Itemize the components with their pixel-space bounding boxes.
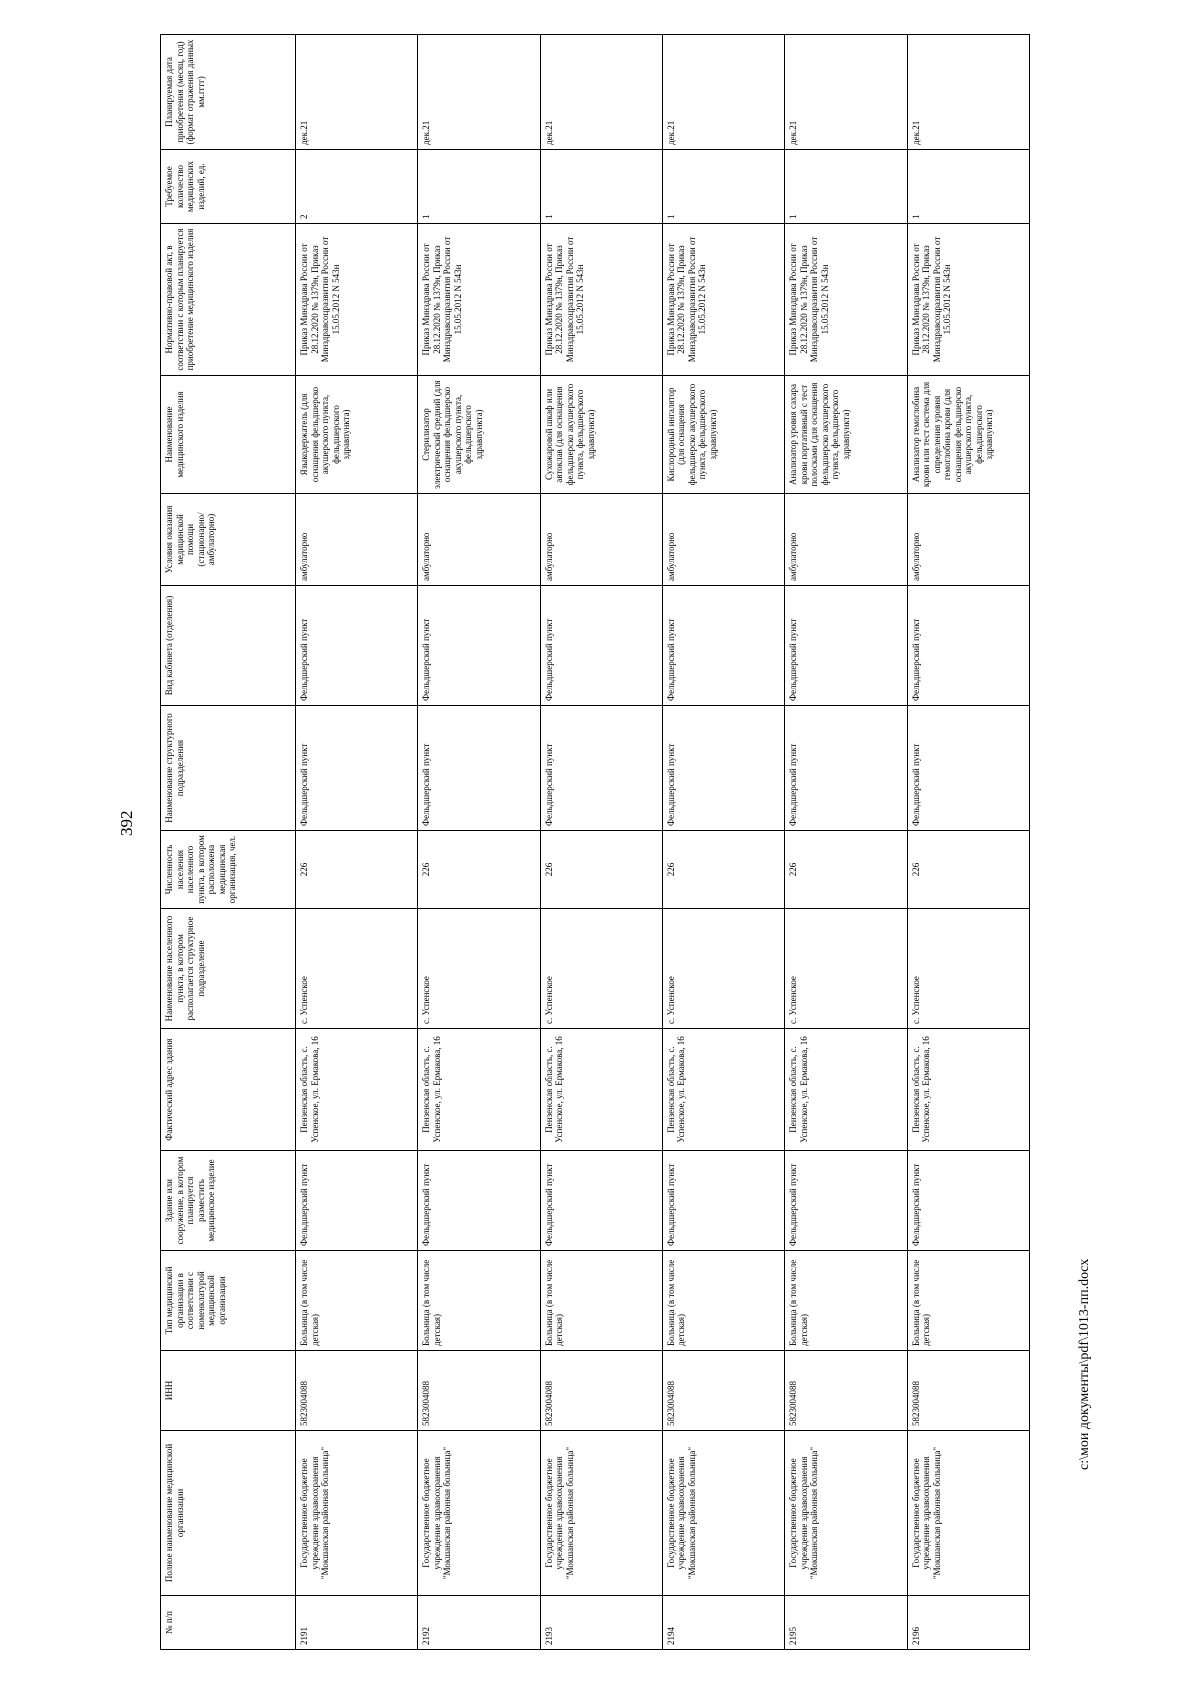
cell-org: Государственное бюджетное учреждение здравоохранения "Мокшанская районная больница": [785, 1431, 907, 1596]
cell-population: 226: [296, 831, 418, 909]
cell-type: Больница (в том числе детская): [785, 1251, 907, 1351]
table-row: [785, 35, 907, 1650]
cell-cabinet: Фельдшерский пункт: [662, 586, 784, 706]
cell-device: Языкодержатель (для оснащения фельдшерско акушерского пункта, фельдшерского здравпункта): [296, 376, 418, 494]
cell-qty: 1: [540, 150, 662, 224]
cell-qty: 1: [785, 150, 907, 224]
column-header: Вид кабинета (отделения): [161, 586, 296, 706]
cell-act: Приказ Минздрава России от 28.12.2020 № 1379н, Приказ Минздравсоцразвития России от 15.05.2012 N 543н: [662, 224, 784, 376]
column-header: ИНН: [161, 1351, 296, 1431]
cell-building: Фельдшерский пункт: [662, 1151, 784, 1251]
cell-conditions: амбулаторно: [907, 494, 1029, 586]
cell-inn: 5823004088: [785, 1351, 907, 1431]
cell-building: Фельдшерский пункт: [785, 1151, 907, 1251]
column-header: Полное наименование медицинской организации: [161, 1431, 296, 1596]
cell-address: Пензенская область, с. Успенское, ул. Ермакова, 16: [540, 1029, 662, 1151]
table-row: [296, 35, 418, 1650]
equipment-table-container: [160, 35, 1030, 1650]
cell-qty: 2: [296, 150, 418, 224]
column-header: Численность населения населенного пункта, в котором расположена медицинская организация, чел.: [161, 831, 296, 909]
cell-date: дек.21: [907, 35, 1029, 150]
cell-type: Больница (в том числе детская): [296, 1251, 418, 1351]
cell-type: Больница (в том числе детская): [662, 1251, 784, 1351]
cell-cabinet: Фельдшерский пункт: [907, 586, 1029, 706]
cell-population: 226: [418, 831, 540, 909]
cell-building: Фельдшерский пункт: [296, 1151, 418, 1251]
column-header: № п/п: [161, 1596, 296, 1650]
cell-unit: Фельдшерский пункт: [785, 706, 907, 831]
cell-date: дек.21: [296, 35, 418, 150]
cell-inn: 5823004088: [540, 1351, 662, 1431]
cell-device: Сухожаровой шкаф или автоклав (для оснащения фельдшерско акушерского пункта, фельдшерского здравпункта): [540, 376, 662, 494]
cell-unit: Фельдшерский пункт: [418, 706, 540, 831]
cell-conditions: амбулаторно: [540, 494, 662, 586]
column-header: Тип медицинской организации в соответствии с номенклатурой медицинской организации: [161, 1251, 296, 1351]
cell-conditions: амбулаторно: [418, 494, 540, 586]
cell-settlement: с. Успенское: [296, 909, 418, 1029]
equipment-table: [160, 34, 1030, 1650]
cell-act: Приказ Минздрава России от 28.12.2020 № 1379н, Приказ Минздравсоцразвития России от 15.05.2012 N 543н: [907, 224, 1029, 376]
cell-inn: 5823004088: [418, 1351, 540, 1431]
cell-address: Пензенская область, с. Успенское, ул. Ермакова, 16: [907, 1029, 1029, 1151]
cell-act: Приказ Минздрава России от 28.12.2020 № 1379н, Приказ Минздравсоцразвития России от 15.05.2012 N 543н: [418, 224, 540, 376]
cell-act: Приказ Минздрава России от 28.12.2020 № 1379н, Приказ Минздравсоцразвития России от 15.05.2012 N 543н: [785, 224, 907, 376]
cell-org: Государственное бюджетное учреждение здравоохранения "Мокшанская районная больница": [662, 1431, 784, 1596]
cell-org: Государственное бюджетное учреждение здравоохранения "Мокшанская районная больница": [296, 1431, 418, 1596]
footer-file-path: c:\мои документы\pdf\1013-пп.docx: [1077, 1258, 1092, 1470]
cell-device: Анализатор гемоглобина крови или тест система для определения уровня гемоглобина крови (для оснащения фельдшерско акушерского пункта, фельдшерского здравпункта): [907, 376, 1029, 494]
table-row: [662, 35, 784, 1650]
cell-inn: 5823004088: [662, 1351, 784, 1431]
table-row: [907, 35, 1029, 1650]
cell-building: Фельдшерский пункт: [907, 1151, 1029, 1251]
cell-address: Пензенская область, с. Успенское, ул. Ермакова, 16: [785, 1029, 907, 1151]
cell-unit: Фельдшерский пункт: [540, 706, 662, 831]
cell-num: 2196: [907, 1596, 1029, 1650]
cell-org: Государственное бюджетное учреждение здравоохранения "Мокшанская районная больница": [907, 1431, 1029, 1596]
cell-conditions: амбулаторно: [662, 494, 784, 586]
cell-unit: Фельдшерский пункт: [662, 706, 784, 831]
cell-num: 2193: [540, 1596, 662, 1650]
cell-org: Государственное бюджетное учреждение здравоохранения "Мокшанская районная больница": [418, 1431, 540, 1596]
cell-cabinet: Фельдшерский пункт: [785, 586, 907, 706]
page-number: 392: [117, 810, 136, 836]
cell-date: дек.21: [662, 35, 784, 150]
cell-settlement: с. Успенское: [785, 909, 907, 1029]
cell-date: дек.21: [785, 35, 907, 150]
cell-population: 226: [785, 831, 907, 909]
cell-qty: 1: [662, 150, 784, 224]
cell-device: Анализатор уровня сахара крови портативный с тест полосками (для оснащения фельдшерско акушерского пункта, фельдшерского здравпункта): [785, 376, 907, 494]
column-header: Планируемая дата приобретения (месяц, год) (формат отражения данных мм.гггг): [161, 35, 296, 150]
column-header: Наименование населенного пункта, в котором располагается структурное подразделение: [161, 909, 296, 1029]
cell-device: Стерилизатор электрический средний (для оснащения фельдшерско акушерского пункта, фельдшерского здравпункта): [418, 376, 540, 494]
cell-qty: 1: [907, 150, 1029, 224]
cell-address: Пензенская область, с. Успенское, ул. Ермакова, 16: [418, 1029, 540, 1151]
cell-date: дек.21: [418, 35, 540, 150]
cell-org: Государственное бюджетное учреждение здравоохранения "Мокшанская районная больница": [540, 1431, 662, 1596]
cell-population: 226: [662, 831, 784, 909]
column-header: Нормативно-правовой акт, в соответствии с которым планируется приобретение медицинского изделия: [161, 224, 296, 376]
cell-population: 226: [907, 831, 1029, 909]
cell-cabinet: Фельдшерский пункт: [296, 586, 418, 706]
cell-inn: 5823004088: [907, 1351, 1029, 1431]
cell-num: 2192: [418, 1596, 540, 1650]
cell-conditions: амбулаторно: [785, 494, 907, 586]
cell-act: Приказ Минздрава России от 28.12.2020 № 1379н, Приказ Минздравсоцразвития России от 15.05.2012 N 543н: [540, 224, 662, 376]
column-header: Требуемое количество медицинских изделий, ед.: [161, 150, 296, 224]
column-header: Условия оказания медицинской помощи (стационарно/ амбулаторно): [161, 494, 296, 586]
cell-qty: 1: [418, 150, 540, 224]
cell-address: Пензенская область, с. Успенское, ул. Ермакова, 16: [662, 1029, 784, 1151]
column-header: Здание или сооружение, в котором планируется разместить медицинское изделие: [161, 1151, 296, 1251]
column-header: Наименование структурного подразделения: [161, 706, 296, 831]
cell-settlement: с. Успенское: [418, 909, 540, 1029]
table-header-row: [161, 35, 296, 1650]
cell-settlement: с. Успенское: [907, 909, 1029, 1029]
table-row: [418, 35, 540, 1650]
cell-device: Кислородный ингалятор (для оснащения фельдшерско акушерского пункта, фельдшерского здравпункта): [662, 376, 784, 494]
cell-type: Больница (в том числе детская): [418, 1251, 540, 1351]
cell-unit: Фельдшерский пункт: [907, 706, 1029, 831]
table-row: [540, 35, 662, 1650]
cell-type: Больница (в том числе детская): [540, 1251, 662, 1351]
cell-settlement: с. Успенское: [540, 909, 662, 1029]
cell-num: 2195: [785, 1596, 907, 1650]
cell-settlement: с. Успенское: [662, 909, 784, 1029]
cell-num: 2194: [662, 1596, 784, 1650]
cell-building: Фельдшерский пункт: [418, 1151, 540, 1251]
cell-cabinet: Фельдшерский пункт: [540, 586, 662, 706]
cell-building: Фельдшерский пункт: [540, 1151, 662, 1251]
cell-unit: Фельдшерский пункт: [296, 706, 418, 831]
cell-date: дек.21: [540, 35, 662, 150]
column-header: Фактический адрес здания: [161, 1029, 296, 1151]
cell-address: Пензенская область, с. Успенское, ул. Ермакова, 16: [296, 1029, 418, 1151]
cell-conditions: амбулаторно: [296, 494, 418, 586]
column-header: Наименование медицинского изделия: [161, 376, 296, 494]
cell-act: Приказ Минздрава России от 28.12.2020 № 1379н, Приказ Минздравсоцразвития России от 15.05.2012 N 543н: [296, 224, 418, 376]
cell-cabinet: Фельдшерский пункт: [418, 586, 540, 706]
cell-inn: 5823004088: [296, 1351, 418, 1431]
cell-population: 226: [540, 831, 662, 909]
cell-num: 2191: [296, 1596, 418, 1650]
cell-type: Больница (в том числе детская): [907, 1251, 1029, 1351]
